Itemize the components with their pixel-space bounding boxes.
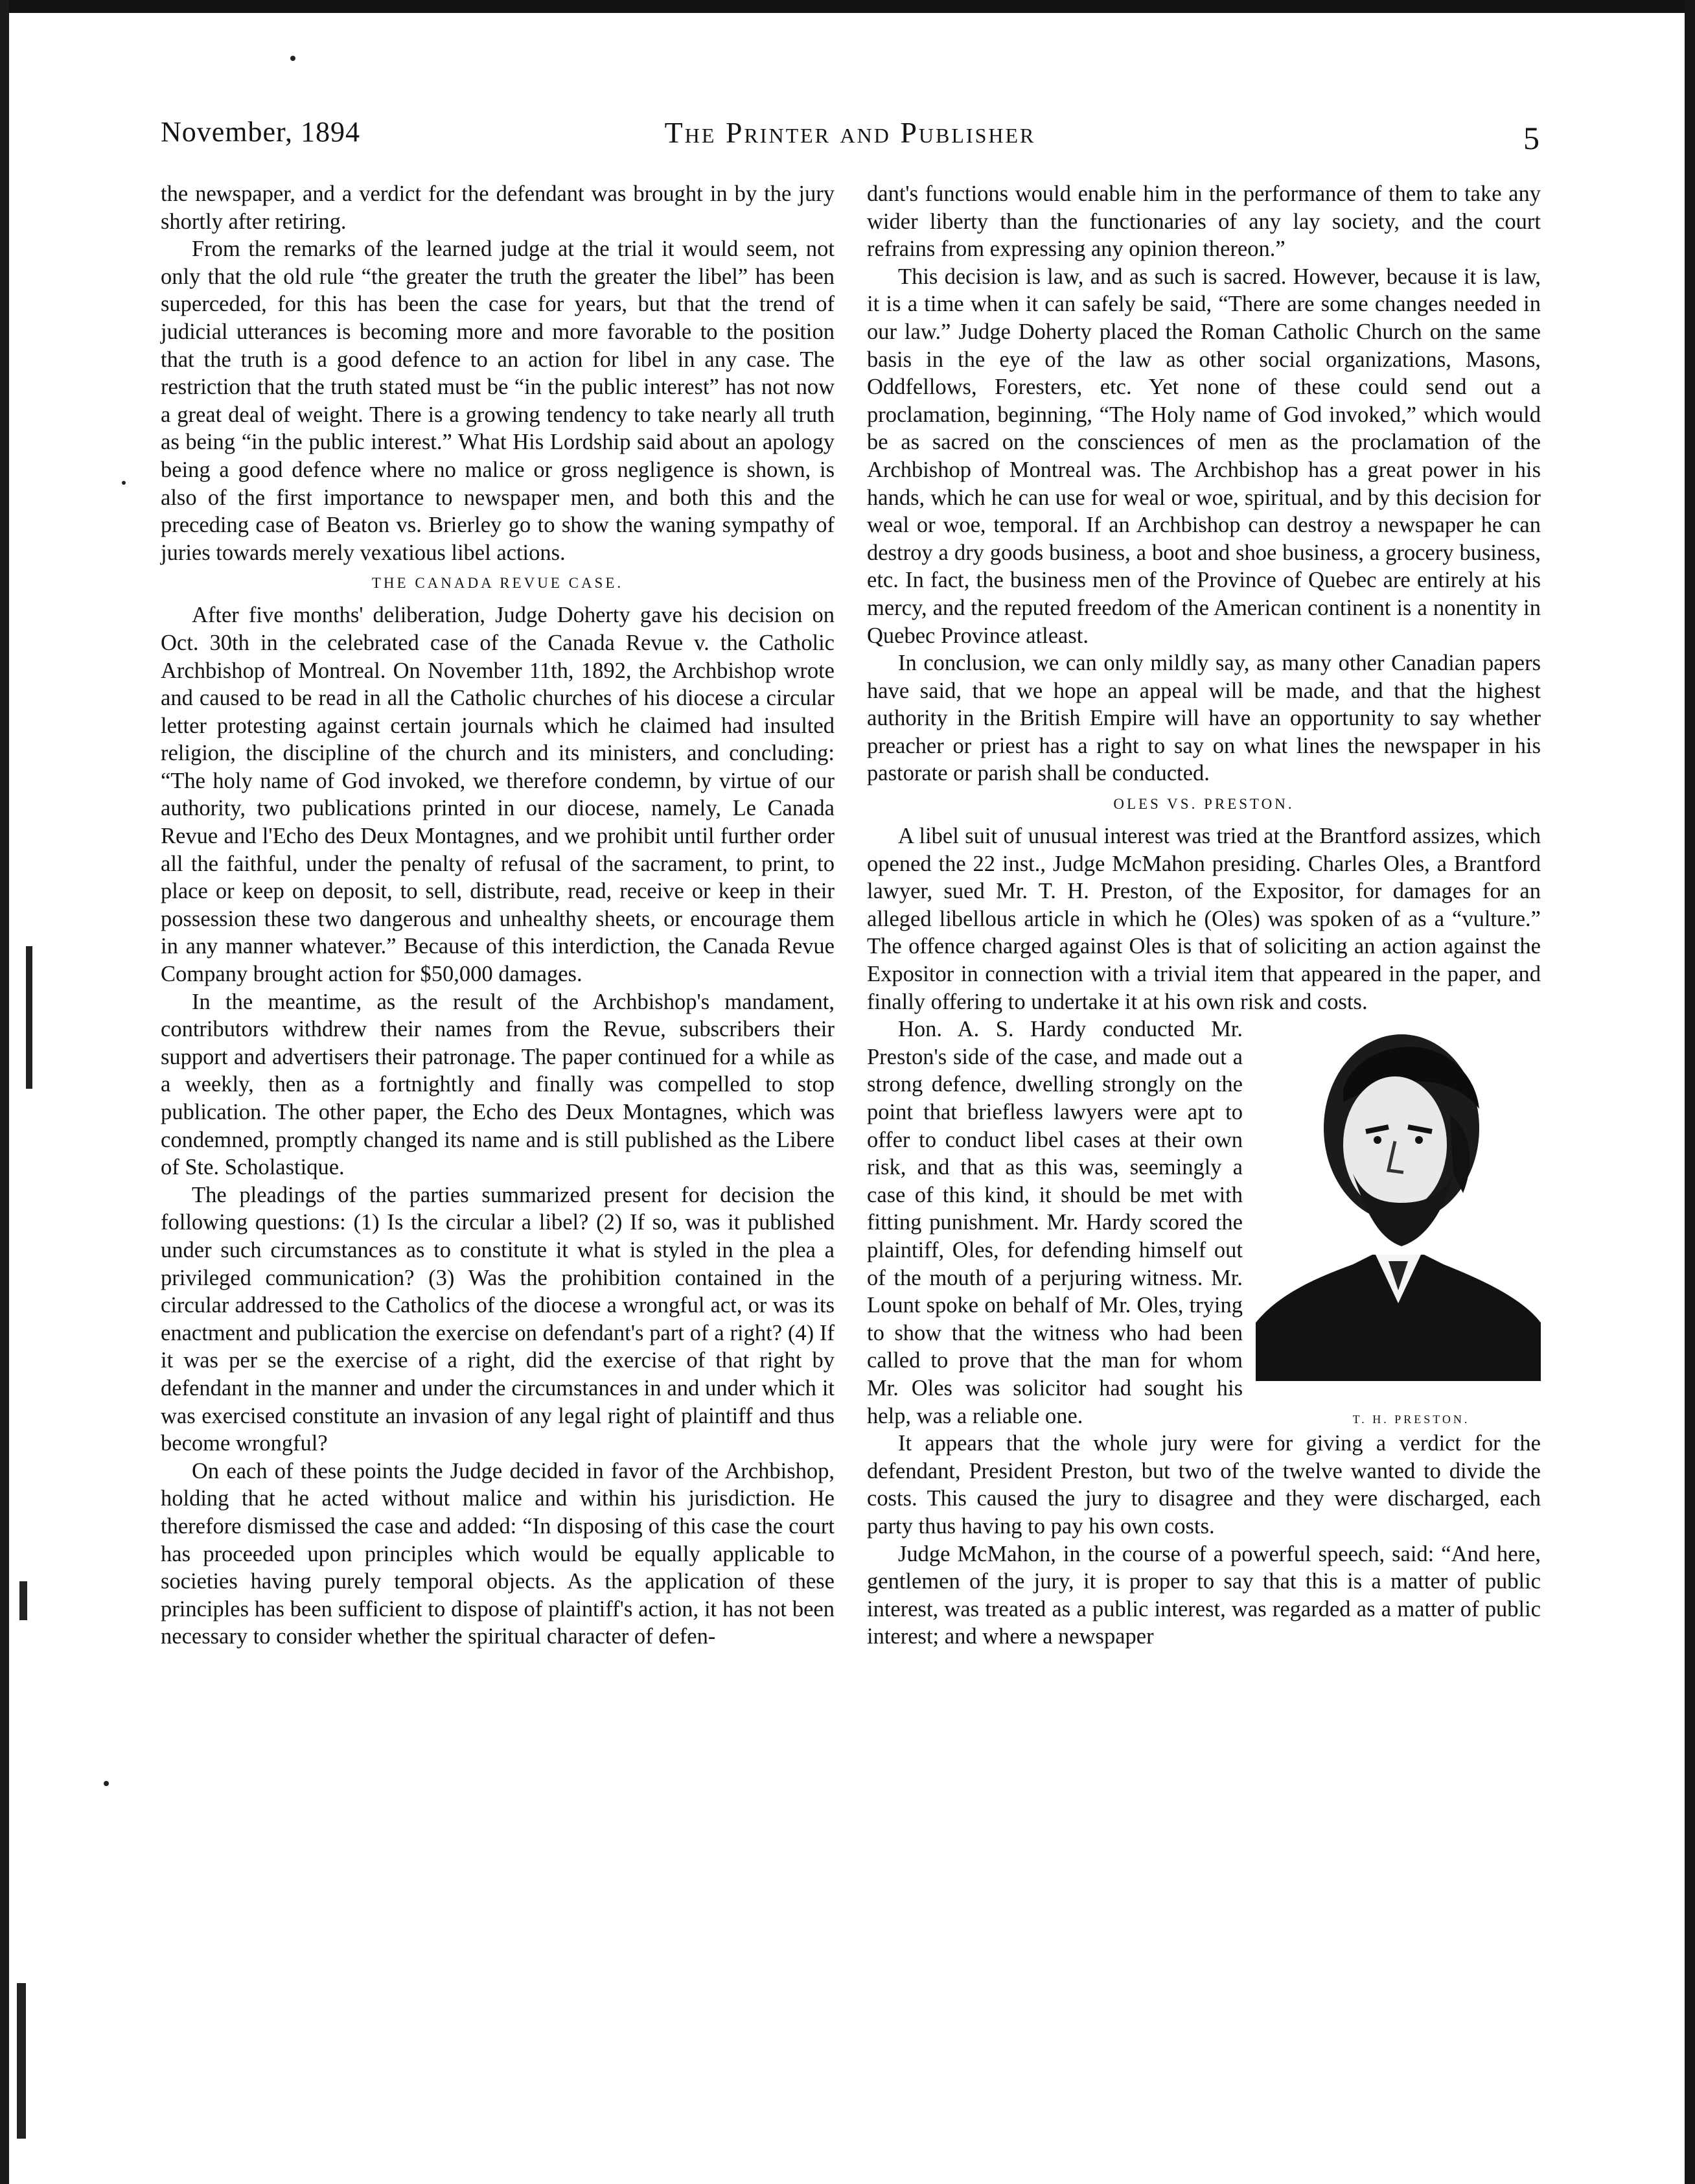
left-column [161,180,835,1651]
paragraph: the newspaper, and a verdict for the defendant was brought in by the jury shortly after retiring. [161,181,835,234]
paragraph: It appears that the whole jury were for giving a verdict for the defendant, President Preston, but two of the twelve wanted to divide the costs. This caused the jury to disagree and they were discharged, each party thus having to pay his own costs. [867,1431,1541,1539]
paragraph: This decision is law, and as such is sacred. However, because it is law, it is a time when it can safely be said, “There are some changes needed in our law.” Judge Doherty placed the Roman Catholic Church on the same basis in the eye of the law as other social organizations, Masons, Oddfellows, Foresters, etc. Yet none of these could send out a proclamation, beginning, “The Holy name of God invoked,” which would be as sacred on the consciences of men as the proclamation of the Archbishop of Montreal was. The Archbishop has a great power in his hands, which he can use for weal or woe, spiritual, and by this decision for weal or woe, temporal. If an Archbishop can destroy a newspaper he can destroy a dry goods business, a boot and shoe business, a grocery business, etc. In fact, the business men of the Province of Quebec are entirely at his mercy, and the reputed freedom of the American continent is a nonentity in Quebec Province atleast. [867,264,1541,648]
section-heading: THE CANADA REVUE CASE. [371,575,624,592]
page-number: 5 [1523,120,1539,156]
paragraph: On each of these points the Judge decided in favor of the Archbishop, holding that he acted without malice and within his jurisdiction. He therefore dismissed the case and added: “In disposing of this case the court has proceeded upon principles which would be equally applicable to societies having purely temporal objects. As the application of these principles has been sufficient to dispose of plaintiff's action, it has not been necessary to consider whether the spiritual character of defen- [161,1458,835,1649]
page-header [161,115,1539,161]
section-heading: OLES VS. PRESTON. [1113,796,1295,813]
paragraph: After five months' deliberation, Judge Doherty gave his decision on Oct. 30th in the celebrated case of the Canada Revue v. the Catholic Archbishop of Montreal. On November 11th, 1892, the Archbishop wrote and caused to be read in all the Catholic churches of his diocese a circular letter protesting against certain journals which he claimed had insulted religion, the discipline of the church and its ministers, and concluding: “The holy name of God invoked, we therefore condemn, by virtue of our authority, two publications printed in our diocese, namely, Le Canada Revue and l'Echo des Deux Montagnes, and we prohibit until further order all the faithful, under the penalty of refusal of the sacrament, to print, to place or keep on deposit, to sell, distribute, read, receive or keep in their possession these two dangerous and unhealthy sheets, or encourage them in any manner whatever.” Because of this interdiction, the Canada Revue Company brought action for $50,000 damages. [161,603,835,987]
portrait-figure [1256,1018,1541,1426]
scan-mark [26,946,32,1089]
scan-top-edge [0,0,1695,13]
figure-caption: T. H. PRESTON. [1352,1412,1470,1426]
paragraph: The pleadings of the parties summarized present for decision the following questions: (1) Is the circular a libel? (2) If so, was it published under such circumstances as to constitute it what is styled in the plea a privileged communication? (3) Was the prohibition contained in the circular addressed to the Catholics of the diocese a wrongful act, or was its enactment and publication the exercise on defendant's part of a right? (4) If it was per se the exercise of a right, did the exercise of that right by defendant in the manner and under the circumstances in and under which it was exercised constitute an invasion of any legal right of plaintiff and thus become wrongful? [161,1182,835,1456]
scan-right-edge [1685,0,1695,2184]
paragraph: From the remarks of the learned judge at the trial it would seem, not only that the old rule “the greater the truth the greater the libel” has been superceded, for this has been the case for years, but that the trend of judicial utterances is becoming more and more favorable to the position that the truth is a good defence to an action for libel in any case. The restriction that the truth stated must be “in the public interest” has not now a great deal of weight. There is a growing tendency to take nearly all truth as being “in the public interest.” What His Lordship said about an apology being a good defence where no malice or gross negligence is shown, is also of the first importance to newspaper men, and both this and the preceding case of Beaton vs. Brierley go to show the waning sympathy of juries towards merely vexatious libel actions. [161,237,835,565]
paragraph: Judge McMahon, in the course of a powerful speech, said: “And here, gentlemen of the jury, it is proper to say that this is a matter of public interest, was treated as a public interest, was regarded as a matter of public interest; and where a newspaper [867,1541,1541,1649]
paragraph: dant's functions would enable him in the performance of them to take any wider liberty than the functionaries of any lay society, and the court refrains from expressing any opinion thereon.” [867,181,1541,262]
scan-left-edge [0,0,9,2184]
scan-mark [290,56,295,61]
header-date: November, 1894 [161,116,360,148]
portrait-image [1256,1018,1541,1381]
scan-mark [104,1781,109,1786]
scan-mark [19,1581,27,1620]
scan-mark [17,1983,26,2139]
header-title: The Printer and Publisher [664,116,1036,149]
paragraph: Hon. A. S. Hardy conducted Mr. Preston's side of the case, and made out a strong defence, dwelling strongly on the point that briefless lawyers were apt to offer to conduct libel cases at their own risk, and that as this was, seemingly a case of this kind, it should be met with fitting punishment. Mr. Hardy scored the plaintiff, Oles, for defending himself out of the mouth of a perjuring witness. Mr. Lount spoke on behalf of Mr. Oles, trying to show that the witness who had been called to prove that the man for whom Mr. Oles was solicitor had sought his help, was a reliable one. [867,1017,1243,1428]
scan-mark [122,481,126,485]
paragraph: A libel suit of unusual interest was tried at the Brantford assizes, which opened the 22 inst., Judge McMahon presiding. Charles Oles, a Brantford lawyer, sued Mr. T. H. Preston, of the Expositor, for damages for an alleged libellous article in which he (Oles) was spoken of as a “vulture.” The offence charged against Oles is that of soliciting an action against the Expositor in connection with a trivial item that appeared in the paper, and finally offering to undertake it at his own risk and costs. [867,824,1541,1014]
right-column [867,180,1541,1651]
paragraph: In the meantime, as the result of the Archbishop's mandament, contributors withdrew their names from the Revue, subscribers their support and advertisers their patronage. The paper continued for a while as a weekly, then as a fortnightly and finally was compelled to stop publication. The other paper, the Echo des Deux Montagnes, which was condemned, promptly changed its name and is still published as the Libere of Ste. Scholastique. [161,989,835,1180]
paragraph: In conclusion, we can only mildly say, as many other Canadian papers have said, that we hope an appeal will be made, and that the highest authority in the British Empire will have an opportunity to say whether preacher or priest has a right to say on what lines the newspaper in his pastorate or parish shall be conducted. [867,651,1541,786]
